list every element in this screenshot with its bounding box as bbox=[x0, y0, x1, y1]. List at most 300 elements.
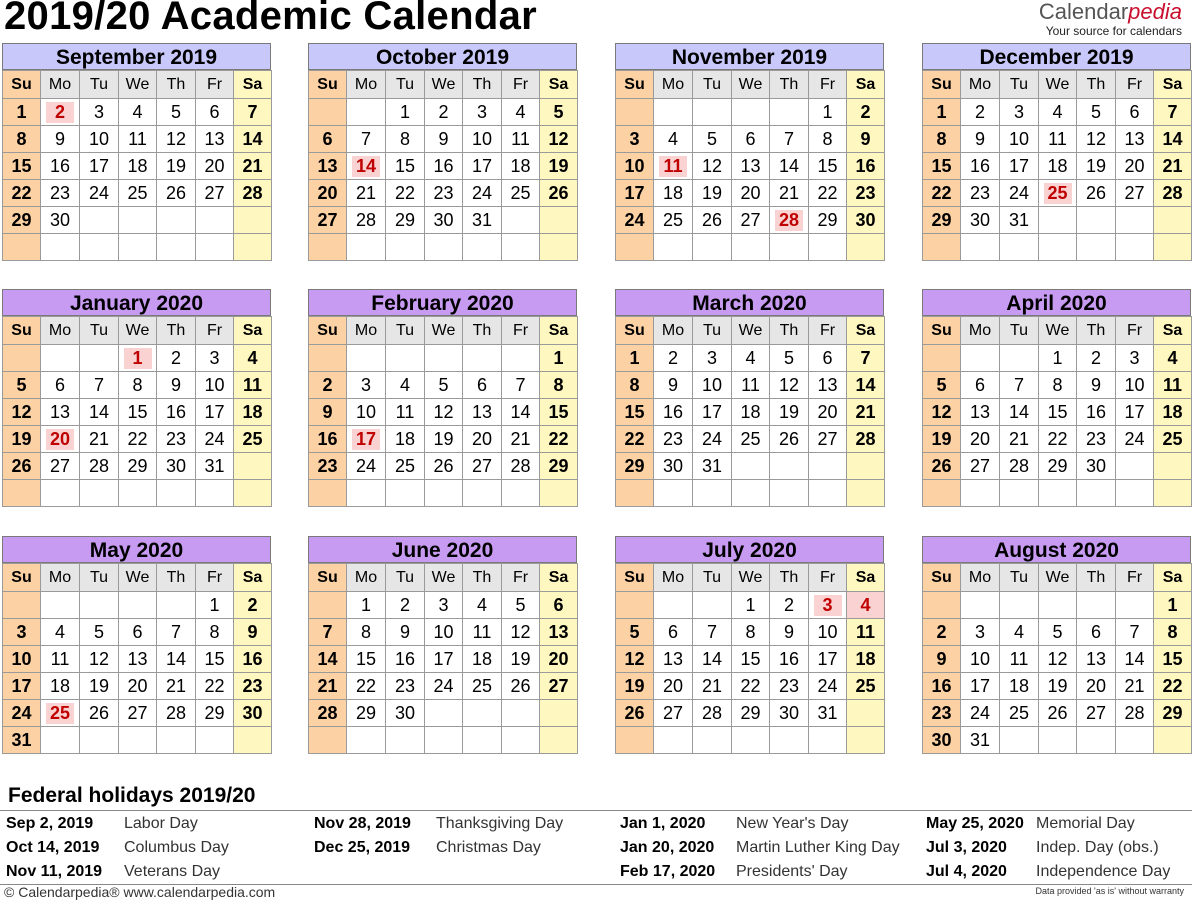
day-cell[interactable]: 6 bbox=[1116, 99, 1154, 126]
day-cell[interactable]: 16 bbox=[654, 399, 693, 426]
day-cell[interactable] bbox=[809, 592, 847, 619]
day-cell[interactable]: 15 bbox=[923, 153, 961, 180]
day-cell[interactable]: 12 bbox=[502, 619, 540, 646]
day-cell[interactable]: 4 bbox=[732, 345, 770, 372]
day-cell[interactable]: 4 bbox=[41, 619, 80, 646]
day-cell[interactable]: 11 bbox=[1039, 126, 1077, 153]
day-cell[interactable]: 15 bbox=[809, 153, 847, 180]
day-cell[interactable]: 7 bbox=[347, 126, 386, 153]
day-cell[interactable]: 26 bbox=[1039, 700, 1077, 727]
day-cell[interactable]: 14 bbox=[80, 399, 119, 426]
day-cell[interactable]: 9 bbox=[654, 372, 693, 399]
day-cell[interactable]: 16 bbox=[847, 153, 885, 180]
day-cell[interactable]: 24 bbox=[196, 426, 234, 453]
day-cell[interactable]: 3 bbox=[616, 126, 654, 153]
day-cell[interactable]: 22 bbox=[540, 426, 578, 453]
day-cell[interactable]: 3 bbox=[961, 619, 1000, 646]
day-cell[interactable]: 15 bbox=[119, 399, 157, 426]
day-cell[interactable]: 27 bbox=[809, 426, 847, 453]
day-cell[interactable]: 2 bbox=[1077, 345, 1116, 372]
day-cell[interactable]: 27 bbox=[540, 673, 578, 700]
day-cell[interactable]: 10 bbox=[196, 372, 234, 399]
day-cell[interactable]: 8 bbox=[809, 126, 847, 153]
day-cell[interactable]: 27 bbox=[309, 207, 347, 234]
day-cell[interactable]: 24 bbox=[425, 673, 463, 700]
day-cell[interactable]: 5 bbox=[923, 372, 961, 399]
day-cell[interactable]: 14 bbox=[157, 646, 196, 673]
day-cell[interactable]: 19 bbox=[770, 399, 809, 426]
day-cell[interactable]: 20 bbox=[463, 426, 502, 453]
day-cell[interactable]: 19 bbox=[425, 426, 463, 453]
day-cell[interactable]: 4 bbox=[463, 592, 502, 619]
day-cell[interactable]: 18 bbox=[386, 426, 425, 453]
day-cell[interactable]: 21 bbox=[347, 180, 386, 207]
day-cell[interactable]: 23 bbox=[847, 180, 885, 207]
day-cell[interactable]: 24 bbox=[1000, 180, 1039, 207]
day-cell[interactable]: 22 bbox=[732, 673, 770, 700]
day-cell[interactable]: 23 bbox=[425, 180, 463, 207]
day-cell[interactable]: 27 bbox=[196, 180, 234, 207]
day-cell[interactable]: 8 bbox=[1039, 372, 1077, 399]
day-cell[interactable]: 14 bbox=[1154, 126, 1192, 153]
day-cell[interactable]: 18 bbox=[1154, 399, 1192, 426]
day-cell[interactable]: 23 bbox=[654, 426, 693, 453]
day-cell[interactable]: 8 bbox=[386, 126, 425, 153]
day-cell[interactable]: 28 bbox=[157, 700, 196, 727]
day-cell[interactable]: 30 bbox=[41, 207, 80, 234]
day-cell[interactable]: 21 bbox=[80, 426, 119, 453]
day-cell[interactable]: 24 bbox=[693, 426, 732, 453]
day-cell[interactable]: 21 bbox=[693, 673, 732, 700]
day-cell[interactable]: 28 bbox=[1154, 180, 1192, 207]
day-cell[interactable]: 26 bbox=[770, 426, 809, 453]
day-cell[interactable]: 16 bbox=[157, 399, 196, 426]
day-cell[interactable]: 30 bbox=[961, 207, 1000, 234]
day-cell[interactable]: 1 bbox=[923, 99, 961, 126]
day-cell[interactable]: 2 bbox=[234, 592, 272, 619]
day-cell[interactable]: 30 bbox=[770, 700, 809, 727]
day-cell[interactable]: 12 bbox=[80, 646, 119, 673]
day-cell[interactable]: 29 bbox=[3, 207, 41, 234]
day-cell[interactable]: 29 bbox=[347, 700, 386, 727]
day-cell[interactable]: 14 bbox=[502, 399, 540, 426]
day-cell[interactable]: 23 bbox=[41, 180, 80, 207]
day-cell[interactable]: 11 bbox=[119, 126, 157, 153]
day-cell[interactable]: 22 bbox=[386, 180, 425, 207]
day-cell[interactable]: 9 bbox=[847, 126, 885, 153]
day-cell[interactable]: 17 bbox=[1116, 399, 1154, 426]
day-cell[interactable]: 12 bbox=[540, 126, 578, 153]
day-cell[interactable]: 5 bbox=[616, 619, 654, 646]
day-cell[interactable]: 13 bbox=[540, 619, 578, 646]
day-cell[interactable]: 7 bbox=[847, 345, 885, 372]
day-cell[interactable]: 14 bbox=[693, 646, 732, 673]
day-cell[interactable]: 17 bbox=[961, 673, 1000, 700]
day-cell[interactable]: 24 bbox=[616, 207, 654, 234]
day-cell[interactable]: 30 bbox=[1077, 453, 1116, 480]
day-cell[interactable]: 6 bbox=[309, 126, 347, 153]
day-cell[interactable]: 11 bbox=[1000, 646, 1039, 673]
day-cell[interactable]: 6 bbox=[654, 619, 693, 646]
day-cell[interactable]: 24 bbox=[961, 700, 1000, 727]
day-cell[interactable]: 2 bbox=[847, 99, 885, 126]
day-cell[interactable]: 4 bbox=[1000, 619, 1039, 646]
day-cell[interactable]: 15 bbox=[386, 153, 425, 180]
day-cell[interactable]: 31 bbox=[3, 727, 41, 754]
day-cell[interactable]: 13 bbox=[1116, 126, 1154, 153]
day-cell[interactable]: 17 bbox=[425, 646, 463, 673]
day-cell[interactable]: 3 bbox=[80, 99, 119, 126]
day-cell[interactable]: 24 bbox=[80, 180, 119, 207]
day-cell[interactable]: 24 bbox=[463, 180, 502, 207]
day-cell[interactable]: 2 bbox=[923, 619, 961, 646]
day-cell[interactable]: 8 bbox=[616, 372, 654, 399]
day-cell[interactable]: 22 bbox=[1039, 426, 1077, 453]
day-cell[interactable]: 1 bbox=[809, 99, 847, 126]
day-cell[interactable]: 20 bbox=[809, 399, 847, 426]
day-cell[interactable]: 1 bbox=[1039, 345, 1077, 372]
day-cell[interactable]: 17 bbox=[80, 153, 119, 180]
day-cell[interactable] bbox=[41, 99, 80, 126]
day-cell[interactable]: 6 bbox=[463, 372, 502, 399]
day-cell[interactable]: 17 bbox=[693, 399, 732, 426]
day-cell[interactable]: 16 bbox=[386, 646, 425, 673]
day-cell[interactable]: 21 bbox=[157, 673, 196, 700]
day-cell[interactable]: 9 bbox=[425, 126, 463, 153]
day-cell[interactable]: 26 bbox=[693, 207, 732, 234]
day-cell[interactable]: 6 bbox=[196, 99, 234, 126]
day-cell[interactable]: 21 bbox=[502, 426, 540, 453]
day-cell[interactable]: 27 bbox=[961, 453, 1000, 480]
day-cell[interactable]: 26 bbox=[502, 673, 540, 700]
day-cell[interactable]: 22 bbox=[616, 426, 654, 453]
day-cell[interactable]: 9 bbox=[41, 126, 80, 153]
day-cell[interactable]: 1 bbox=[3, 99, 41, 126]
day-cell[interactable]: 19 bbox=[923, 426, 961, 453]
day-cell[interactable]: 21 bbox=[1154, 153, 1192, 180]
day-cell[interactable]: 26 bbox=[923, 453, 961, 480]
day-cell[interactable]: 1 bbox=[386, 99, 425, 126]
day-cell[interactable]: 17 bbox=[616, 180, 654, 207]
day-cell[interactable]: 23 bbox=[386, 673, 425, 700]
day-cell[interactable]: 10 bbox=[693, 372, 732, 399]
day-cell[interactable]: 5 bbox=[157, 99, 196, 126]
day-cell[interactable]: 6 bbox=[732, 126, 770, 153]
day-cell[interactable]: 11 bbox=[463, 619, 502, 646]
day-cell[interactable]: 17 bbox=[196, 399, 234, 426]
day-cell[interactable]: 10 bbox=[425, 619, 463, 646]
day-cell[interactable]: 21 bbox=[770, 180, 809, 207]
day-cell[interactable]: 30 bbox=[654, 453, 693, 480]
day-cell[interactable]: 18 bbox=[1039, 153, 1077, 180]
day-cell[interactable]: 19 bbox=[157, 153, 196, 180]
day-cell[interactable]: 13 bbox=[196, 126, 234, 153]
day-cell[interactable]: 25 bbox=[1154, 426, 1192, 453]
day-cell[interactable]: 29 bbox=[1154, 700, 1192, 727]
day-cell[interactable]: 25 bbox=[386, 453, 425, 480]
day-cell[interactable]: 9 bbox=[1077, 372, 1116, 399]
day-cell[interactable]: 18 bbox=[463, 646, 502, 673]
day-cell[interactable]: 22 bbox=[923, 180, 961, 207]
day-cell[interactable]: 7 bbox=[234, 99, 272, 126]
day-cell[interactable]: 24 bbox=[3, 700, 41, 727]
day-cell[interactable]: 3 bbox=[196, 345, 234, 372]
day-cell[interactable]: 28 bbox=[234, 180, 272, 207]
day-cell[interactable]: 8 bbox=[540, 372, 578, 399]
day-cell[interactable]: 22 bbox=[3, 180, 41, 207]
day-cell[interactable]: 10 bbox=[1116, 372, 1154, 399]
day-cell[interactable]: 13 bbox=[961, 399, 1000, 426]
day-cell[interactable]: 29 bbox=[616, 453, 654, 480]
day-cell[interactable]: 30 bbox=[157, 453, 196, 480]
day-cell[interactable]: 23 bbox=[770, 673, 809, 700]
day-cell[interactable]: 20 bbox=[654, 673, 693, 700]
day-cell[interactable]: 15 bbox=[347, 646, 386, 673]
day-cell[interactable]: 14 bbox=[1000, 399, 1039, 426]
day-cell[interactable]: 27 bbox=[1077, 700, 1116, 727]
day-cell[interactable]: 26 bbox=[3, 453, 41, 480]
day-cell[interactable]: 29 bbox=[540, 453, 578, 480]
day-cell[interactable]: 15 bbox=[616, 399, 654, 426]
day-cell[interactable]: 16 bbox=[309, 426, 347, 453]
day-cell[interactable]: 4 bbox=[502, 99, 540, 126]
day-cell[interactable]: 18 bbox=[119, 153, 157, 180]
day-cell[interactable]: 23 bbox=[923, 700, 961, 727]
day-cell[interactable]: 13 bbox=[463, 399, 502, 426]
day-cell[interactable]: 15 bbox=[732, 646, 770, 673]
day-cell[interactable]: 5 bbox=[425, 372, 463, 399]
day-cell[interactable]: 23 bbox=[961, 180, 1000, 207]
day-cell[interactable]: 15 bbox=[196, 646, 234, 673]
day-cell[interactable]: 11 bbox=[732, 372, 770, 399]
day-cell[interactable]: 30 bbox=[425, 207, 463, 234]
day-cell[interactable]: 19 bbox=[1039, 673, 1077, 700]
day-cell[interactable]: 5 bbox=[80, 619, 119, 646]
day-cell[interactable]: 19 bbox=[3, 426, 41, 453]
day-cell[interactable] bbox=[347, 153, 386, 180]
day-cell[interactable]: 26 bbox=[1077, 180, 1116, 207]
day-cell[interactable]: 10 bbox=[347, 399, 386, 426]
day-cell[interactable]: 21 bbox=[1116, 673, 1154, 700]
day-cell[interactable]: 16 bbox=[923, 673, 961, 700]
day-cell[interactable]: 5 bbox=[770, 345, 809, 372]
day-cell[interactable]: 26 bbox=[425, 453, 463, 480]
day-cell[interactable]: 9 bbox=[961, 126, 1000, 153]
day-cell[interactable]: 19 bbox=[502, 646, 540, 673]
day-cell[interactable]: 11 bbox=[847, 619, 885, 646]
day-cell[interactable]: 11 bbox=[1154, 372, 1192, 399]
day-cell[interactable]: 29 bbox=[809, 207, 847, 234]
day-cell[interactable]: 15 bbox=[1154, 646, 1192, 673]
day-cell[interactable]: 1 bbox=[347, 592, 386, 619]
day-cell[interactable]: 19 bbox=[693, 180, 732, 207]
day-cell[interactable]: 28 bbox=[309, 700, 347, 727]
day-cell[interactable]: 16 bbox=[425, 153, 463, 180]
day-cell[interactable]: 6 bbox=[1077, 619, 1116, 646]
day-cell[interactable]: 17 bbox=[1000, 153, 1039, 180]
day-cell[interactable]: 22 bbox=[119, 426, 157, 453]
day-cell[interactable] bbox=[654, 153, 693, 180]
day-cell[interactable]: 29 bbox=[119, 453, 157, 480]
day-cell[interactable]: 13 bbox=[309, 153, 347, 180]
day-cell[interactable]: 13 bbox=[41, 399, 80, 426]
day-cell[interactable]: 4 bbox=[847, 592, 885, 619]
day-cell[interactable]: 3 bbox=[1116, 345, 1154, 372]
day-cell[interactable]: 11 bbox=[386, 399, 425, 426]
day-cell[interactable]: 20 bbox=[1116, 153, 1154, 180]
day-cell[interactable]: 4 bbox=[234, 345, 272, 372]
day-cell[interactable]: 6 bbox=[961, 372, 1000, 399]
day-cell[interactable]: 8 bbox=[1154, 619, 1192, 646]
day-cell[interactable]: 8 bbox=[923, 126, 961, 153]
day-cell[interactable]: 18 bbox=[1000, 673, 1039, 700]
day-cell[interactable]: 10 bbox=[80, 126, 119, 153]
day-cell[interactable]: 18 bbox=[847, 646, 885, 673]
day-cell[interactable]: 9 bbox=[234, 619, 272, 646]
day-cell[interactable]: 28 bbox=[80, 453, 119, 480]
day-cell[interactable]: 9 bbox=[386, 619, 425, 646]
day-cell[interactable]: 12 bbox=[616, 646, 654, 673]
day-cell[interactable]: 18 bbox=[654, 180, 693, 207]
day-cell[interactable]: 6 bbox=[540, 592, 578, 619]
day-cell[interactable]: 31 bbox=[196, 453, 234, 480]
day-cell[interactable]: 28 bbox=[1116, 700, 1154, 727]
day-cell[interactable]: 30 bbox=[847, 207, 885, 234]
day-cell[interactable]: 29 bbox=[1039, 453, 1077, 480]
day-cell[interactable]: 9 bbox=[309, 399, 347, 426]
day-cell[interactable]: 18 bbox=[502, 153, 540, 180]
day-cell[interactable]: 31 bbox=[693, 453, 732, 480]
day-cell[interactable]: 5 bbox=[502, 592, 540, 619]
day-cell[interactable]: 3 bbox=[3, 619, 41, 646]
day-cell[interactable]: 26 bbox=[616, 700, 654, 727]
day-cell[interactable]: 7 bbox=[309, 619, 347, 646]
day-cell[interactable]: 14 bbox=[1116, 646, 1154, 673]
day-cell[interactable]: 28 bbox=[847, 426, 885, 453]
day-cell[interactable]: 13 bbox=[654, 646, 693, 673]
day-cell[interactable]: 5 bbox=[1039, 619, 1077, 646]
day-cell[interactable]: 1 bbox=[540, 345, 578, 372]
day-cell[interactable]: 23 bbox=[157, 426, 196, 453]
day-cell[interactable]: 16 bbox=[770, 646, 809, 673]
day-cell[interactable]: 11 bbox=[41, 646, 80, 673]
day-cell[interactable]: 7 bbox=[1116, 619, 1154, 646]
day-cell[interactable]: 28 bbox=[1000, 453, 1039, 480]
day-cell[interactable]: 12 bbox=[1039, 646, 1077, 673]
day-cell[interactable]: 20 bbox=[961, 426, 1000, 453]
day-cell[interactable]: 7 bbox=[770, 126, 809, 153]
day-cell[interactable]: 19 bbox=[1077, 153, 1116, 180]
day-cell[interactable]: 22 bbox=[347, 673, 386, 700]
day-cell[interactable]: 25 bbox=[732, 426, 770, 453]
day-cell[interactable]: 25 bbox=[119, 180, 157, 207]
day-cell[interactable]: 26 bbox=[157, 180, 196, 207]
day-cell[interactable]: 20 bbox=[1077, 673, 1116, 700]
day-cell[interactable]: 1 bbox=[616, 345, 654, 372]
day-cell[interactable]: 15 bbox=[1039, 399, 1077, 426]
day-cell[interactable]: 14 bbox=[309, 646, 347, 673]
day-cell[interactable]: 11 bbox=[502, 126, 540, 153]
day-cell[interactable]: 5 bbox=[1077, 99, 1116, 126]
day-cell[interactable]: 25 bbox=[654, 207, 693, 234]
day-cell[interactable]: 4 bbox=[1154, 345, 1192, 372]
day-cell[interactable]: 9 bbox=[157, 372, 196, 399]
day-cell[interactable]: 15 bbox=[540, 399, 578, 426]
day-cell[interactable]: 16 bbox=[234, 646, 272, 673]
day-cell[interactable]: 28 bbox=[347, 207, 386, 234]
day-cell[interactable]: 2 bbox=[157, 345, 196, 372]
day-cell[interactable]: 11 bbox=[234, 372, 272, 399]
day-cell[interactable]: 7 bbox=[157, 619, 196, 646]
day-cell[interactable]: 22 bbox=[196, 673, 234, 700]
day-cell[interactable]: 7 bbox=[502, 372, 540, 399]
day-cell[interactable]: 8 bbox=[732, 619, 770, 646]
day-cell[interactable]: 10 bbox=[1000, 126, 1039, 153]
day-cell[interactable]: 10 bbox=[616, 153, 654, 180]
day-cell[interactable]: 3 bbox=[463, 99, 502, 126]
day-cell[interactable]: 12 bbox=[693, 153, 732, 180]
day-cell[interactable]: 6 bbox=[119, 619, 157, 646]
day-cell[interactable]: 23 bbox=[1077, 426, 1116, 453]
day-cell[interactable]: 13 bbox=[809, 372, 847, 399]
day-cell[interactable]: 25 bbox=[502, 180, 540, 207]
day-cell[interactable]: 20 bbox=[540, 646, 578, 673]
day-cell[interactable]: 1 bbox=[1154, 592, 1192, 619]
day-cell[interactable]: 12 bbox=[425, 399, 463, 426]
day-cell[interactable]: 3 bbox=[425, 592, 463, 619]
day-cell[interactable]: 27 bbox=[41, 453, 80, 480]
day-cell[interactable]: 6 bbox=[41, 372, 80, 399]
day-cell[interactable]: 19 bbox=[616, 673, 654, 700]
brand-logo[interactable] bbox=[1039, 0, 1182, 38]
day-cell[interactable]: 9 bbox=[923, 646, 961, 673]
day-cell[interactable]: 9 bbox=[770, 619, 809, 646]
day-cell[interactable]: 20 bbox=[119, 673, 157, 700]
day-cell[interactable]: 27 bbox=[463, 453, 502, 480]
day-cell[interactable]: 25 bbox=[234, 426, 272, 453]
day-cell[interactable]: 25 bbox=[847, 673, 885, 700]
day-cell[interactable]: 22 bbox=[1154, 673, 1192, 700]
day-cell[interactable]: 31 bbox=[961, 727, 1000, 754]
day-cell[interactable]: 14 bbox=[770, 153, 809, 180]
day-cell[interactable]: 27 bbox=[654, 700, 693, 727]
day-cell[interactable]: 4 bbox=[654, 126, 693, 153]
day-cell[interactable]: 19 bbox=[540, 153, 578, 180]
day-cell[interactable]: 17 bbox=[3, 673, 41, 700]
day-cell[interactable]: 18 bbox=[41, 673, 80, 700]
day-cell[interactable]: 3 bbox=[1000, 99, 1039, 126]
day-cell[interactable]: 5 bbox=[3, 372, 41, 399]
day-cell[interactable]: 15 bbox=[3, 153, 41, 180]
day-cell[interactable] bbox=[347, 426, 386, 453]
day-cell[interactable]: 20 bbox=[196, 153, 234, 180]
day-cell[interactable]: 4 bbox=[1039, 99, 1077, 126]
day-cell[interactable]: 20 bbox=[732, 180, 770, 207]
day-cell[interactable]: 24 bbox=[809, 673, 847, 700]
day-cell[interactable]: 8 bbox=[119, 372, 157, 399]
day-cell[interactable]: 12 bbox=[770, 372, 809, 399]
day-cell[interactable]: 12 bbox=[1077, 126, 1116, 153]
day-cell[interactable]: 2 bbox=[654, 345, 693, 372]
day-cell[interactable]: 30 bbox=[386, 700, 425, 727]
day-cell[interactable]: 12 bbox=[157, 126, 196, 153]
day-cell[interactable]: 1 bbox=[196, 592, 234, 619]
day-cell[interactable]: 29 bbox=[732, 700, 770, 727]
day-cell[interactable]: 10 bbox=[961, 646, 1000, 673]
day-cell[interactable]: 18 bbox=[234, 399, 272, 426]
day-cell[interactable] bbox=[41, 426, 80, 453]
day-cell[interactable]: 4 bbox=[386, 372, 425, 399]
